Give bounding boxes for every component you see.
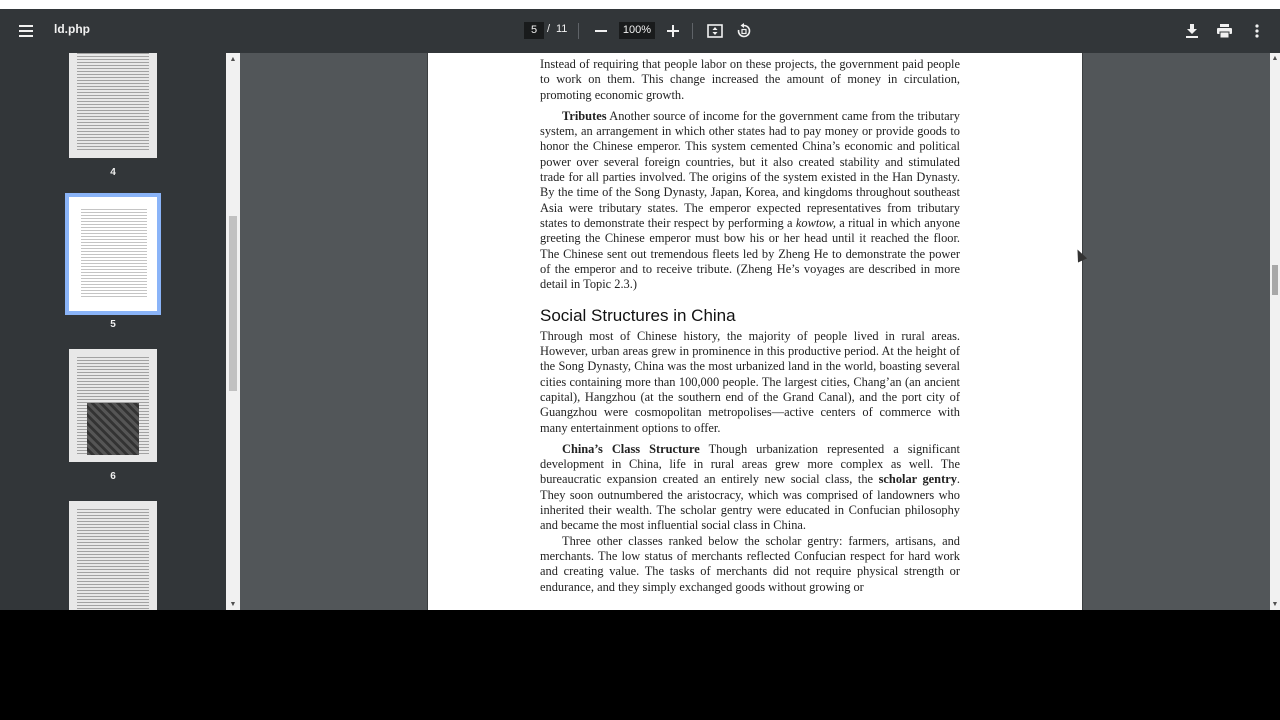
run-in-heading: China’s Class Structure (562, 441, 700, 456)
scrollbar-thumb[interactable] (229, 216, 237, 391)
thumbnail-label: 6 (110, 471, 116, 482)
scroll-down-icon[interactable]: ▼ (1271, 601, 1279, 608)
section-heading: Social Structures in China (540, 306, 736, 326)
thumbnail-label: 5 (110, 319, 116, 330)
paragraph-class-structure (540, 442, 960, 534)
scroll-down-icon[interactable]: ▼ (229, 601, 237, 608)
menu-icon[interactable] (12, 17, 40, 45)
scroll-up-icon[interactable]: ▲ (1271, 55, 1279, 62)
scroll-up-icon[interactable]: ▲ (229, 56, 237, 63)
top-strip (0, 0, 1280, 9)
thumbnail-page-5-selected[interactable] (65, 193, 161, 315)
paragraph: Three other classes ranked below the scholar gentry: farmers, artisans, and merchants. The low status of merchants reflected Confucian respect for hard work and creating value. The tasks of merchants did not require physical strength or endurance, and they simply exchanged goods without growing or (540, 533, 960, 594)
print-icon[interactable] (1210, 17, 1238, 45)
bold-term: scholar gentry (878, 472, 957, 487)
plus-icon[interactable] (659, 17, 687, 45)
pdf-page (427, 53, 1083, 610)
paragraph: Instead of requiring that people labor on these projects, the government paid people to work on them. This change increased the amount of money in circulation, promoting economic growth. (540, 57, 960, 102)
text: Though urbanization represented a significant development in China, life in rural areas grew more complex as well. The bureaucratic expansion created an entirely new social class, the (540, 441, 960, 487)
rotate-icon[interactable] (730, 17, 758, 45)
page-number-input[interactable]: 5 (524, 22, 544, 39)
page-separator: / (547, 23, 551, 35)
toolbar-divider (692, 23, 693, 39)
thumbnail-sidebar (0, 53, 226, 610)
thumbnail-page-4[interactable] (69, 53, 157, 158)
text: Another source of income for the government came from the tributary system, an arrangement in which other states had to pay money or provide goods to honor the Chinese emperor. This system cemented China’s economic and political power over several foreign countries, but it also created stability and stimulated trade for all parties involved. The origins of the system existed in the Han Dynasty. By the time of the Song Dynasty, Japan, Korea, and kingdoms throughout southeast Asia were tributary states. The emperor expected representatives from tributary states to demonstrate their respect by performing a (540, 108, 960, 230)
thumbnail-image (87, 403, 139, 455)
paragraph-tributes (540, 109, 960, 293)
main-scrollbar[interactable] (1270, 53, 1280, 610)
document-title: ld.php (54, 22, 90, 36)
thumbnail-label: 4 (110, 167, 116, 178)
text: a ritual in which anyone greeting the Chinese emperor must bow his or her head until it reached the floor. The Chinese sent out tremendous fleets led by Zheng He to demonstrate the power of the emperor and to receive tribute. (Zheng He’s voyages are described in more detail in Topic 2.3.) (540, 215, 960, 292)
total-pages: 11 (556, 23, 568, 35)
toolbar-divider (578, 23, 579, 39)
zoom-input[interactable]: 100% (619, 22, 655, 39)
document-viewer (240, 53, 1270, 610)
page-content (540, 53, 960, 595)
more-vert-icon[interactable] (1243, 17, 1271, 45)
minus-icon[interactable] (587, 17, 615, 45)
thumbnail-page-6[interactable] (69, 349, 157, 462)
thumbnail-page-7[interactable] (69, 501, 157, 610)
fit-page-icon[interactable] (701, 17, 729, 45)
run-in-heading: Tributes (562, 108, 607, 123)
scrollbar-thumb[interactable] (1272, 265, 1278, 295)
pdf-toolbar (0, 9, 1280, 53)
italic-term: kowtow, (795, 215, 836, 230)
sidebar-scrollbar[interactable] (226, 53, 240, 610)
text: . They soon outnumbered the aristocracy, which was comprised of landowners who inherited their wealth. The scholar gentry were educated in Confucian philosophy and became the most influential social class in China. (540, 472, 960, 533)
paragraph: Through most of Chinese history, the majority of people lived in rural areas. However, urban areas grew in prominence in this productive period. At the height of the Song Dynasty, China was the most urbanized land in the world, boasting several cities containing more than 100,000 people. The largest cities, Chang’an (an ancient capital), Hangzhou (at the southern end of the Grand Canal), and the port city of Guangzhou were cosmopolitan metropolises—active centers of commerce with many entertainment options to offer. (540, 328, 960, 435)
download-icon[interactable] (1178, 17, 1206, 45)
